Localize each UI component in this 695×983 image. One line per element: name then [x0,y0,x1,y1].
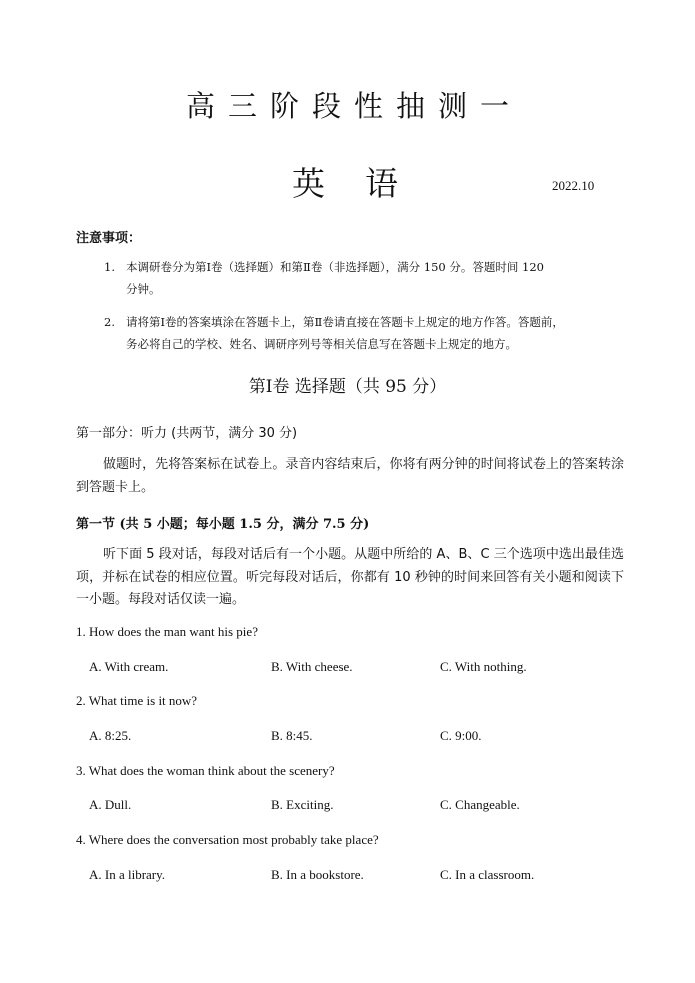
intro-paragraph: 做题时，先将答案标在试卷上。录音内容结束后，你将有两分钟的时间将试卷上的答案转涂到答题卡上。 [76,457,624,495]
notice-item-number: 2. [104,315,115,329]
question-text: 2. What time is it now? [76,693,198,708]
question-text: 1. How does the man want his pie? [76,624,258,639]
option-c: C. In a classroom. [440,867,535,882]
notice-item [104,311,624,355]
option-c: C. With nothing. [440,659,527,674]
option-c: C. Changeable. [440,797,520,812]
option-b: B. In a bookstore. [271,867,364,882]
notice-item-text [104,311,624,355]
option-a: A. 8:25. [89,728,132,743]
notice-item-line: 本调研卷分为第Ⅰ卷（选择题）和第Ⅱ卷（非选择题），满分 150 分。答题时间 120 [126,260,544,274]
notice-item-line: 分钟。 [126,282,161,296]
notice-item-text [104,256,624,300]
notice-item-line: 务必将自己的学校、姓名、调研序列号等相关信息写在答题卡上规定的地方。 [126,337,517,351]
subsection-title: 第一节 (共 5 小题；每小题 1.5 分，满分 7.5 分) [76,517,370,532]
option-b: B. Exciting. [271,797,334,812]
subject-title: 英语 [292,164,438,203]
notice-heading: 注意事项： [76,231,142,246]
option-c: C. 9:00. [440,728,482,743]
question-text: 4. Where does the conversation most probably take place? [76,832,379,847]
part-title: 第一部分：听力 (共两节，满分 30 分) [76,426,298,441]
option-b: B. 8:45. [271,728,313,743]
instructions-paragraph: 听下面 5 段对话，每段对话后有一个小题。从题中所给的 A、B、C 三个选项中选出最佳选项，并标在试卷的相应位置。听完每段对话后，你都有 10 秒钟的时间来回答有关小题和阅读下一小题。每段对话仅读一遍。 [76,547,624,607]
option-a: A. With cream. [89,659,169,674]
notice-item-line: 请将第Ⅰ卷的答案填涂在答题卡上，第Ⅱ卷请直接在答题卡上规定的地方作答。答题前， [126,315,564,329]
question-text: 3. What does the woman think about the scenery? [76,763,335,778]
option-b: B. With cheese. [271,659,353,674]
notice-item-number: 1. [104,260,115,274]
option-a: A. In a library. [89,867,166,882]
exam-date: 2022.10 [552,178,595,193]
section-title: 第Ⅰ卷 选择题（共 95 分） [248,377,447,397]
exam-title: 高三阶段性抽测一 [185,89,522,123]
notice-item [104,256,624,300]
option-a: A. Dull. [89,797,132,812]
